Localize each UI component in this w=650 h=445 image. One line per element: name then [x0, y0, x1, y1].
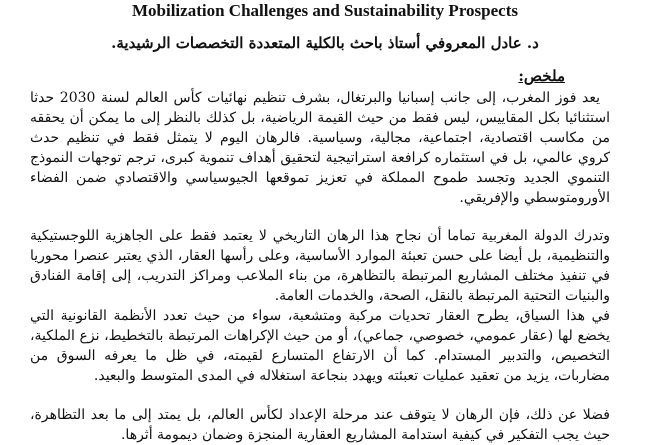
document-title: Mobilization Challenges and Sustainability Prospects — [131, 1, 518, 20]
abstract-paragraph-3: في هذا السياق، يطرح العقار تحديات مركبة ومتشعبة، سواء من حيث تعدد الأنظمة القانونية التي يخضع لها (عقار عمومي، خصوصي، جماعي)، أو من حيث الإكراهات المرتبطة بالتخطيط، نزع الملكية، التخصيص، والتدبير المستدام. كما أن الارتفاع المتسارع لقيمته، في ظل ما يعرفه السوق من مضاربات، يزيد من تعقيد عمليات تعبئته ويهدد بنجاعة استغلاله في المدى المتوسط والبعيد. — [30, 308, 610, 384]
abstract-paragraph-1: يعد فوز المغرب، إلى جانب إسبانيا والبرتغال، بشرف تنظيم نهائيات كأس العالم لسنة 2030 حدثا استثنائيا بكل المقاييس، ليس فقط من حيث القيمة الرياضية، بل كذلك بالنظر إلى ما يمكن أن يحققه من مكاسب اقتصادية، اجتماعية، مجالية، وسياسية. فالرهان اليوم لا يتمثل فقط في تنظيم حدث كروي عالمي، بل في استثماره كرافعة استراتيجية لتحقيق أهداف تنموية كبرى، ترجم توجهات النموذج التنموي الجديد وتجسد طموح المملكة في تعزيز تموقعها الجيوسياسي والاقتصادي ضمن الفضاء الأورومتوسطي والإفريقي. — [30, 90, 610, 206]
abstract-paragraph-2: وتدرك الدولة المغربية تماما أن نجاح هذا الرهان التاريخي لا يعتمد فقط على الجاهزية اللوجستيكية والتنظيمية، بل أيضا على حسن تعبئة الموارد الأساسية، وعلى رأسها العقار، الذي يعتبر عنصرا محوريا في تنفيذ مختلف المشاريع المرتبطة بالتظاهرة، من بناء الملاعب ومراكز التدريب، إلى إقامة الفنادق والبنيات التحتية المرتبطة بالنقل، الصحة، والخدمات العامة. — [30, 228, 610, 304]
author-line: د. عادل المعروفي أستاذ باحث بالكلية المتعددة التخصصات الرشيدية. — [111, 34, 539, 52]
abstract-heading: ملخص: — [518, 67, 565, 85]
abstract-paragraph-4: فضلا عن ذلك، فإن الرهان لا يتوقف عند مرحلة الإعداد لكأس العالم، بل يمتد إلى ما بعد التظاهرة، حيث يجب التفكير في كيفية استدامة المشاريع العقارية المنجزة وضمان ديمومة أثرها. — [30, 407, 610, 443]
